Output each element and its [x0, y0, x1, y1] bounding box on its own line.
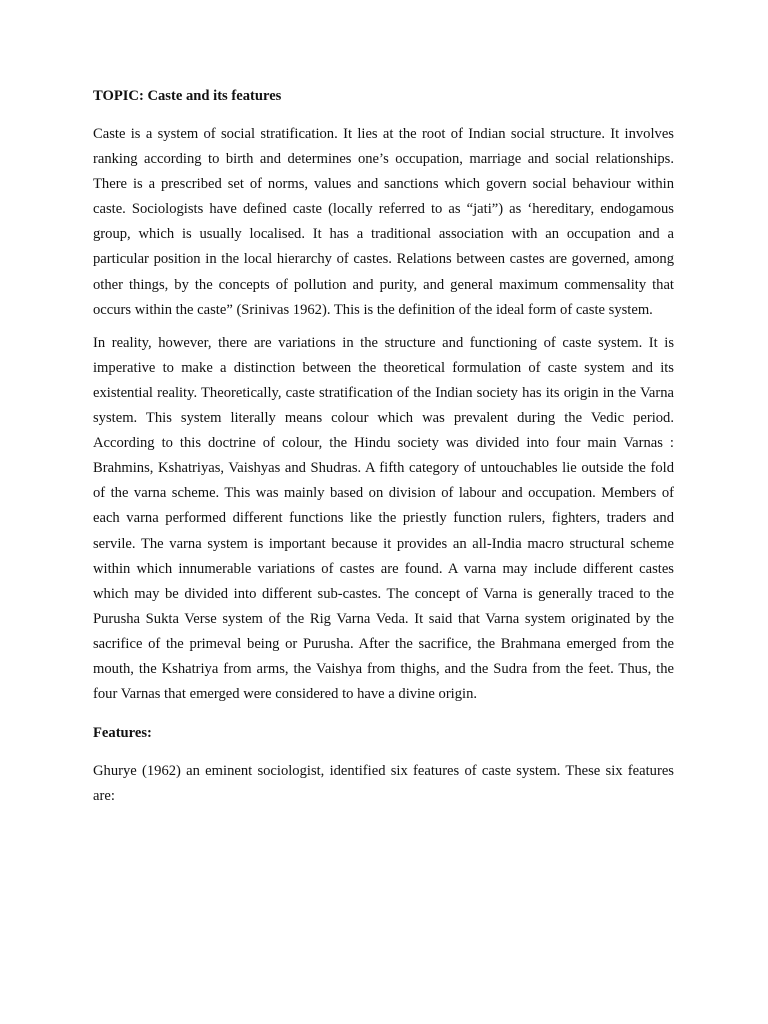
paragraph-varna-system: In reality, however, there are variations in the structure and functioning of caste system. It is imperative to make a distinction between the theoretical formulation of caste system and its existential reality. Theoretically, caste stratification of the Indian society has its origin in the Varna system. This system literally means colour which was prevalent during the Vedic period. According to this doctrine of colour, the Hindu society was divided into four main Varnas : Brahmins, Kshatriyas, Vaishyas and Shudras. A fifth category of untouchables lie outside the fold of the varna scheme. This was mainly based on division of labour and occupation. Members of each varna performed different functions like the priestly function rulers, fighters, traders and servile. The varna system is important because it provides an all-India macro structural scheme within which innumerable variations of castes are found. A varna may include different castes which may be divided into different sub-castes. The concept of Varna is generally traced to the Purusha Sukta Verse system of the Rig Varna Veda. It said that Varna system originated by the sacrifice of the primeval being or Purusha. After the sacrifice, the Brahmana emerged from the mouth, the Kshatriya from arms, the Vaishya from thighs, and the Sudra from the feet. Thus, the four Varnas that emerged were considered to have a divine origin. — [93, 334, 674, 703]
paragraph-caste-definition: Caste is a system of social stratification. It lies at the root of Indian social structure. It involves ranking according to birth and determines one’s occupation, marriage and social relationships. There is a prescribed set of norms, values and sanctions which govern social behaviour within caste. Sociologists have defined caste (locally referred to as “jati”) as ‘hereditary, endogamous group, which is usually localised. It has a traditional association with an occupation and a particular position in the local hierarchy of castes. Relations between castes are governed, among other things, by the concepts of pollution and purity, and general maximum commensality that occurs within the caste” (Srinivas 1962). This is the definition of the ideal form of caste system. — [93, 126, 674, 318]
topic-heading: TOPIC: Caste and its features — [93, 88, 282, 104]
features-heading: Features: — [93, 725, 152, 742]
paragraph-features-intro: Ghurye (1962) an eminent sociologist, identified six features of caste system. These six features are: — [93, 763, 674, 805]
document-page — [93, 86, 674, 817]
